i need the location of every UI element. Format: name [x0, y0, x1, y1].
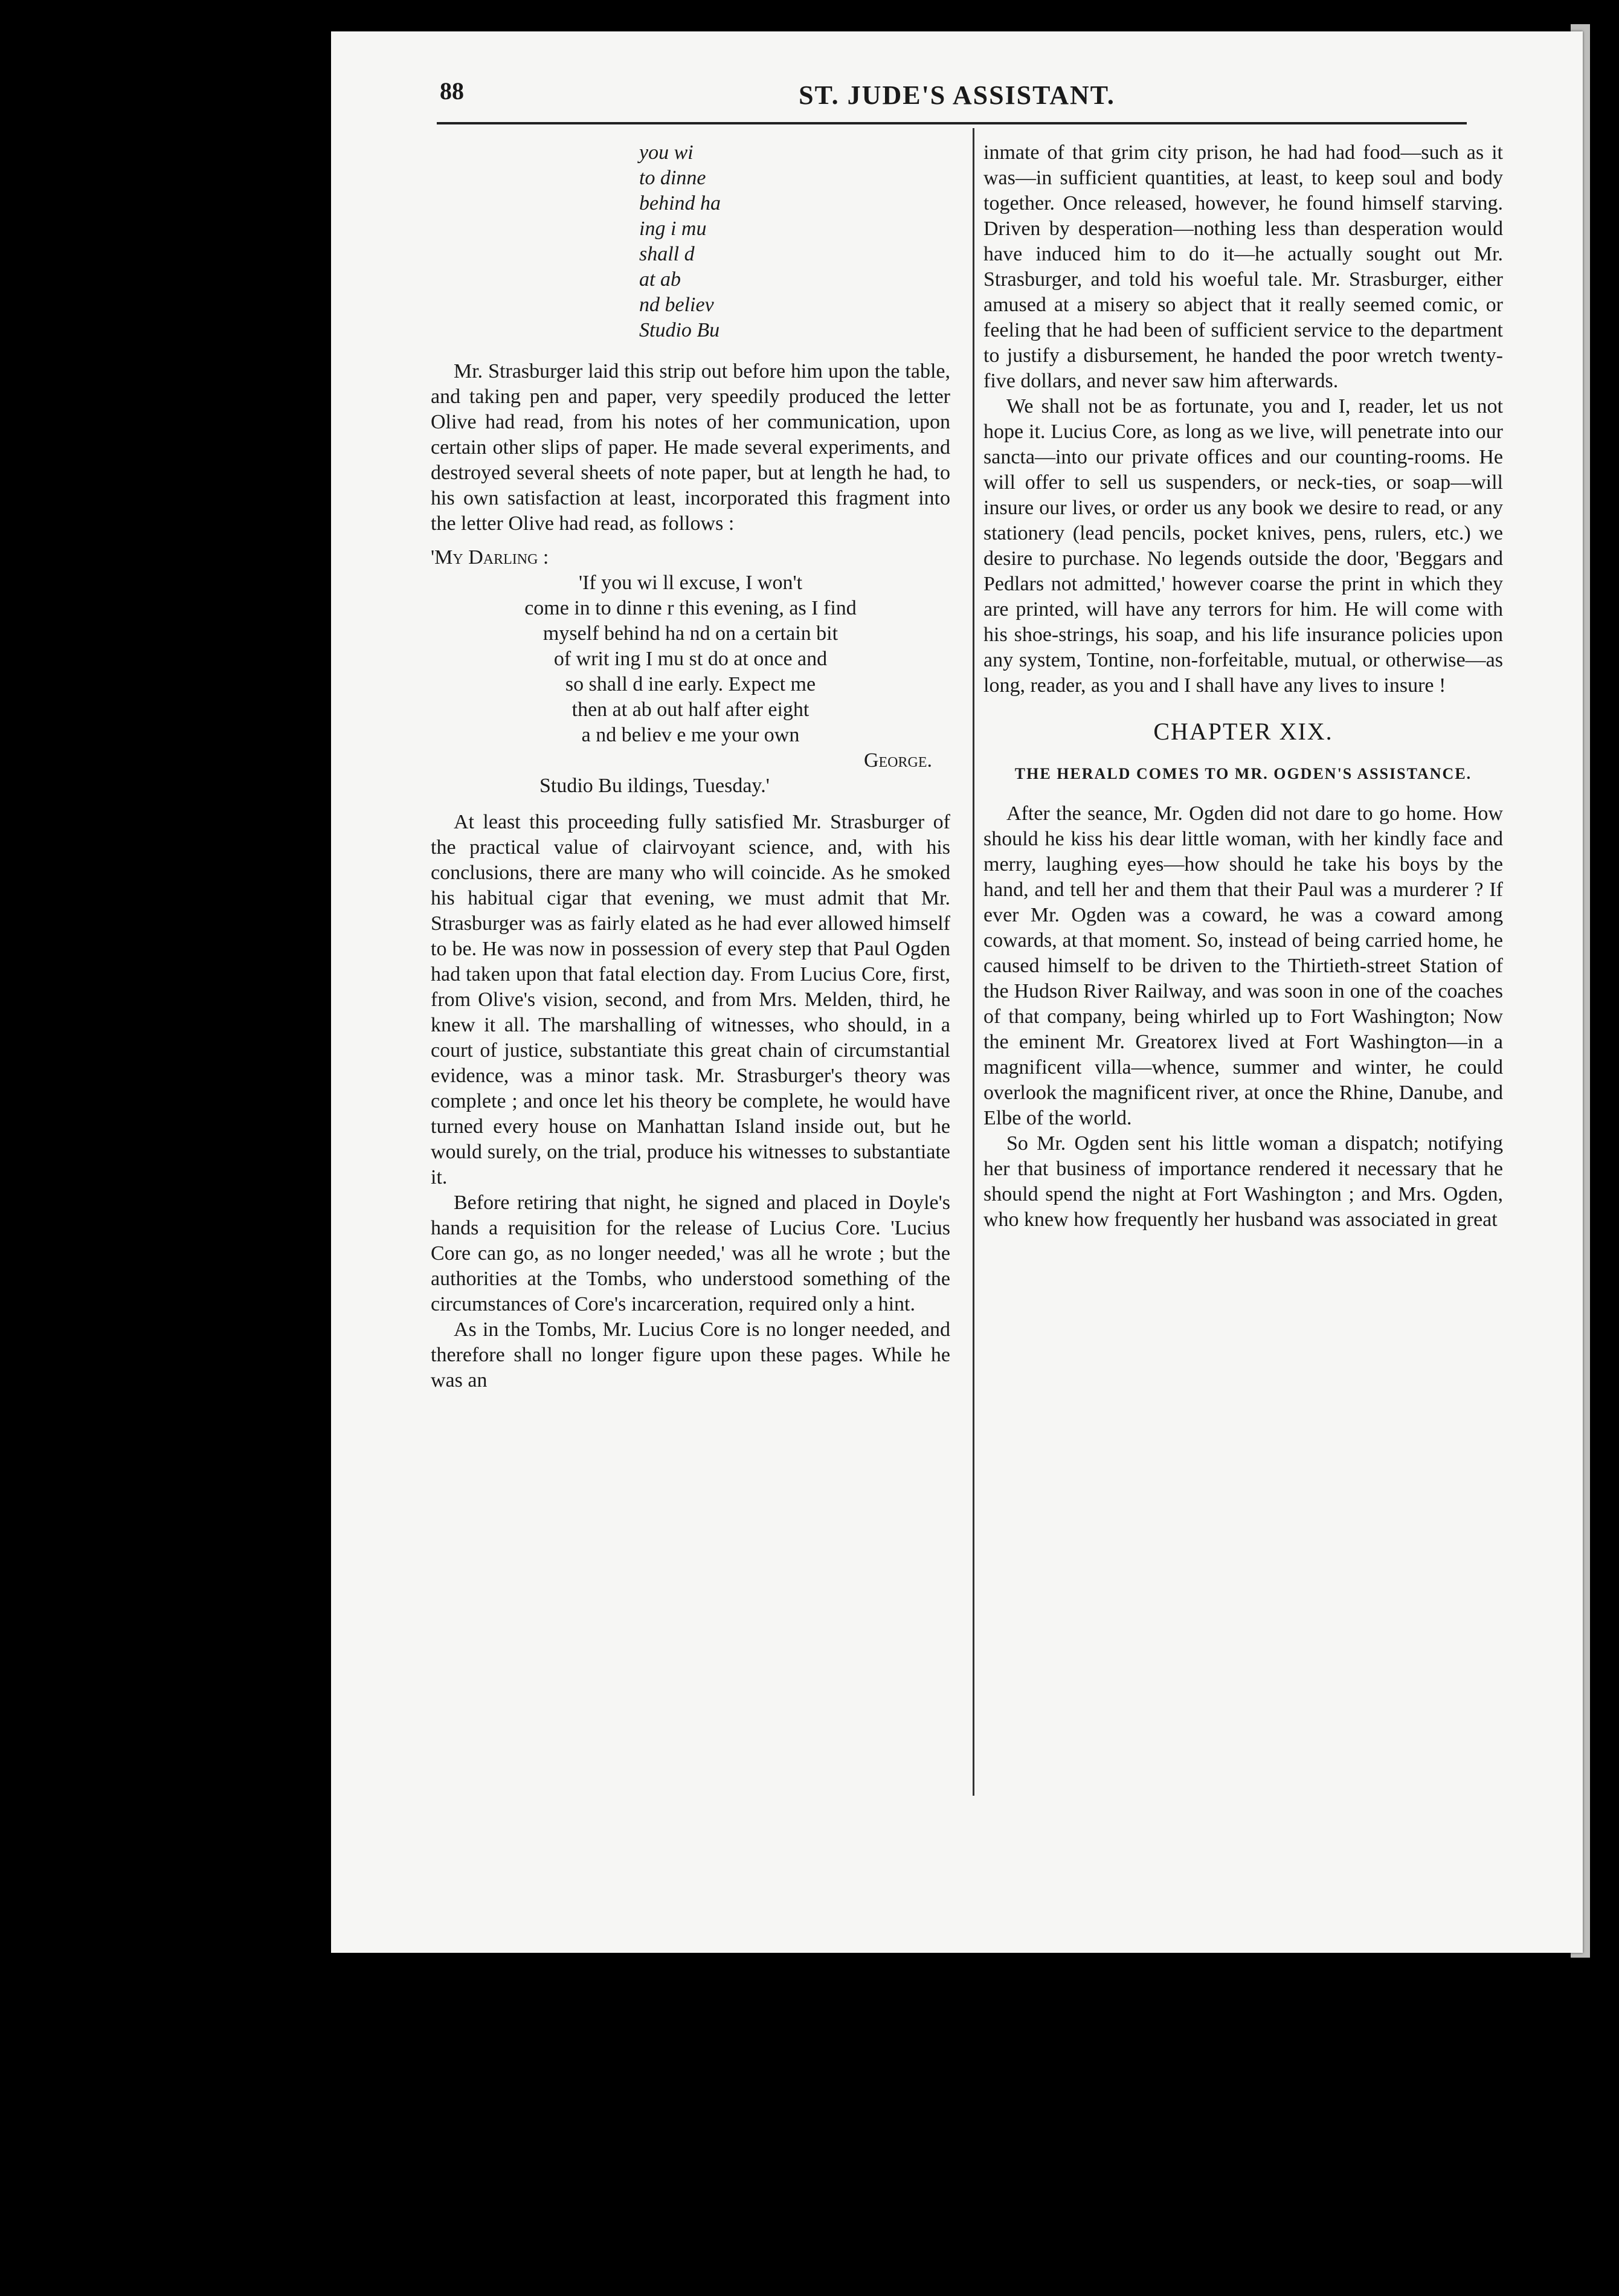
letter-signature: George. [863, 749, 932, 772]
strip-line: ing i mu [639, 218, 707, 240]
strip-line: you wi [639, 141, 694, 164]
strip-line: nd believ [639, 294, 714, 316]
letter-line: a nd believ e me your own [581, 724, 800, 746]
strip-line: shall d [639, 243, 695, 265]
chapter-heading: CHAPTER XIX. [1153, 718, 1333, 745]
torn-strip-fragment [639, 140, 950, 343]
column-divider [973, 128, 974, 1796]
running-head: ST. JUDE'S ASSISTANT. [799, 80, 1115, 110]
page-number: 88 [440, 77, 464, 105]
letter-line: 'If you wi ll excuse, I won't [578, 572, 803, 594]
letter-line: so shall d ine early. Expect me [565, 673, 816, 695]
letter-salutation: 'My Darling : [431, 546, 549, 569]
paragraph: inmate of that grim city prison, he had had food—such as it was—in sufficient quantities, at least, to keep soul and body together. Once released, however, he found himself starving. Driven by desperation—nothing less than desperation would have induced him to do it—he actually sought out Mr. Strasburger, and told his woeful tale. Mr. Strasburger, either amused at a misery so abject that it really seemed comic, or feeling that he had been of sufficient service to the department to justify a disbursement, he handed the poor wretch twenty-five dollars, and never saw him afterwards. [983, 141, 1503, 392]
strip-line: at ab [639, 268, 681, 291]
paragraph: Mr. Strasburger laid this strip out before him upon the table, and taking pen and paper, very speedily produced the letter Olive had read, from his notes of her communication, upon certain other slips of paper. He made several experiments, and destroyed several sheets of note paper, but at length he had, to his own satisfaction at least, incorporated this fragment into the letter Olive had read, as follows : [431, 360, 950, 535]
paragraph: As in the Tombs, Mr. Lucius Core is no longer needed, and therefore shall no longer figure upon these pages. While he was an [431, 1318, 950, 1391]
strip-line: to dinne [639, 167, 706, 189]
paragraph: We shall not be as fortunate, you and I, reader, let us not hope it. Lucius Core, as long as we live, will penetrate into our sancta—into our private offices and our counting-rooms. He will offer to sell us suspenders, or neck-ties, or soap—will insure our lives, or order us any book we desire to read, or any stationery (lead pencils, pocket knives, pens, rulers, etc.) we desire to purchase. No legends outside the door, 'Beggars and Pedlars not admitted,' however coarse the print in which they are printed, will have any terrors for him. He will come with his shoe-strings, his soap, and his life insurance policies upon any system, Tontine, non-forfeitable, mutual, or otherwise—as long, reader, as you and I shall have any lives to insure ! [983, 395, 1503, 697]
letter-line: of writ ing I mu st do at once and [553, 648, 828, 670]
letter-line: then at ab out half after eight [571, 698, 810, 721]
left-column [431, 140, 950, 1393]
strip-line: Studio Bu [639, 319, 720, 341]
letter-line: come in to dinne r this evening, as I find [524, 597, 857, 619]
book-page [331, 31, 1583, 1953]
paragraph: At least this proceeding fully satisfied Mr. Strasburger of the practical value of clairvoyant science, and, with his conclusions, there are many who will coincide. As he smoked his habitual cigar that evening, we must admit that Mr. Strasburger was as fairly elated as he had ever allowed himself to be. He was now in possession of every step that Paul Ogden had taken upon that fatal election day. From Lucius Core, first, from Olive's vision, second, and from Mrs. Melden, third, he knew it all. The marshalling of witnesses, who should, in a court of justice, substantiate this great chain of circumstantial evidence, was a minor task. Mr. Strasburger's theory was complete ; and once let his theory be complete, he would have turned every house on Manhattan Island inside out, but he would surely, on the trial, produce his witnesses to substantiate it. [431, 811, 950, 1188]
header-rule [437, 122, 1467, 124]
paragraph: So Mr. Ogden sent his little woman a dispatch; notifying her that business of importance rendered it necessary that he should spend the night at Fort Washington ; and Mrs. Ogden, who knew how frequently her husband was associated in great [983, 1132, 1503, 1231]
letter-line: myself behind ha nd on a certain bit [542, 622, 838, 645]
paragraph: After the seance, Mr. Ogden did not dare to go home. How should he kiss his dear little woman, with her kindly face and merry, laughing eyes—how should he take his boys by the hand, and tell her and them that their Paul was a murderer ? If ever Mr. Ogden was a coward, he was a coward among cowards, at that moment. So, instead of being carried home, he caused himself to be driven to the Thirtieth-street Station of the Hudson River Railway, and was soon in one of the coaches of that company, being whirled up to Fort Washington; Now the eminent Mr. Greatorex lived at Fort Washington—in a magnificent villa—whence, summer and winter, he could overlook the magnificent river, at once the Rhine, Danube, and Elbe of the world. [983, 802, 1503, 1129]
right-column [983, 140, 1503, 1233]
paragraph: Before retiring that night, he signed and placed in Doyle's hands a requisition for the release of Lucius Core. 'Lucius Core can go, as no longer needed,' was all he wrote ; but the authorities at the Tombs, who understood something of the circumstances of Core's incarceration, required only a hint. [431, 1192, 950, 1315]
strip-line: behind ha [639, 192, 721, 214]
letter-address: Studio Bu ildings, Tuesday.' [539, 775, 770, 797]
chapter-title: THE HERALD COMES TO MR. OGDEN'S ASSISTANCE. [1014, 765, 1472, 782]
reconstructed-letter [431, 570, 950, 799]
